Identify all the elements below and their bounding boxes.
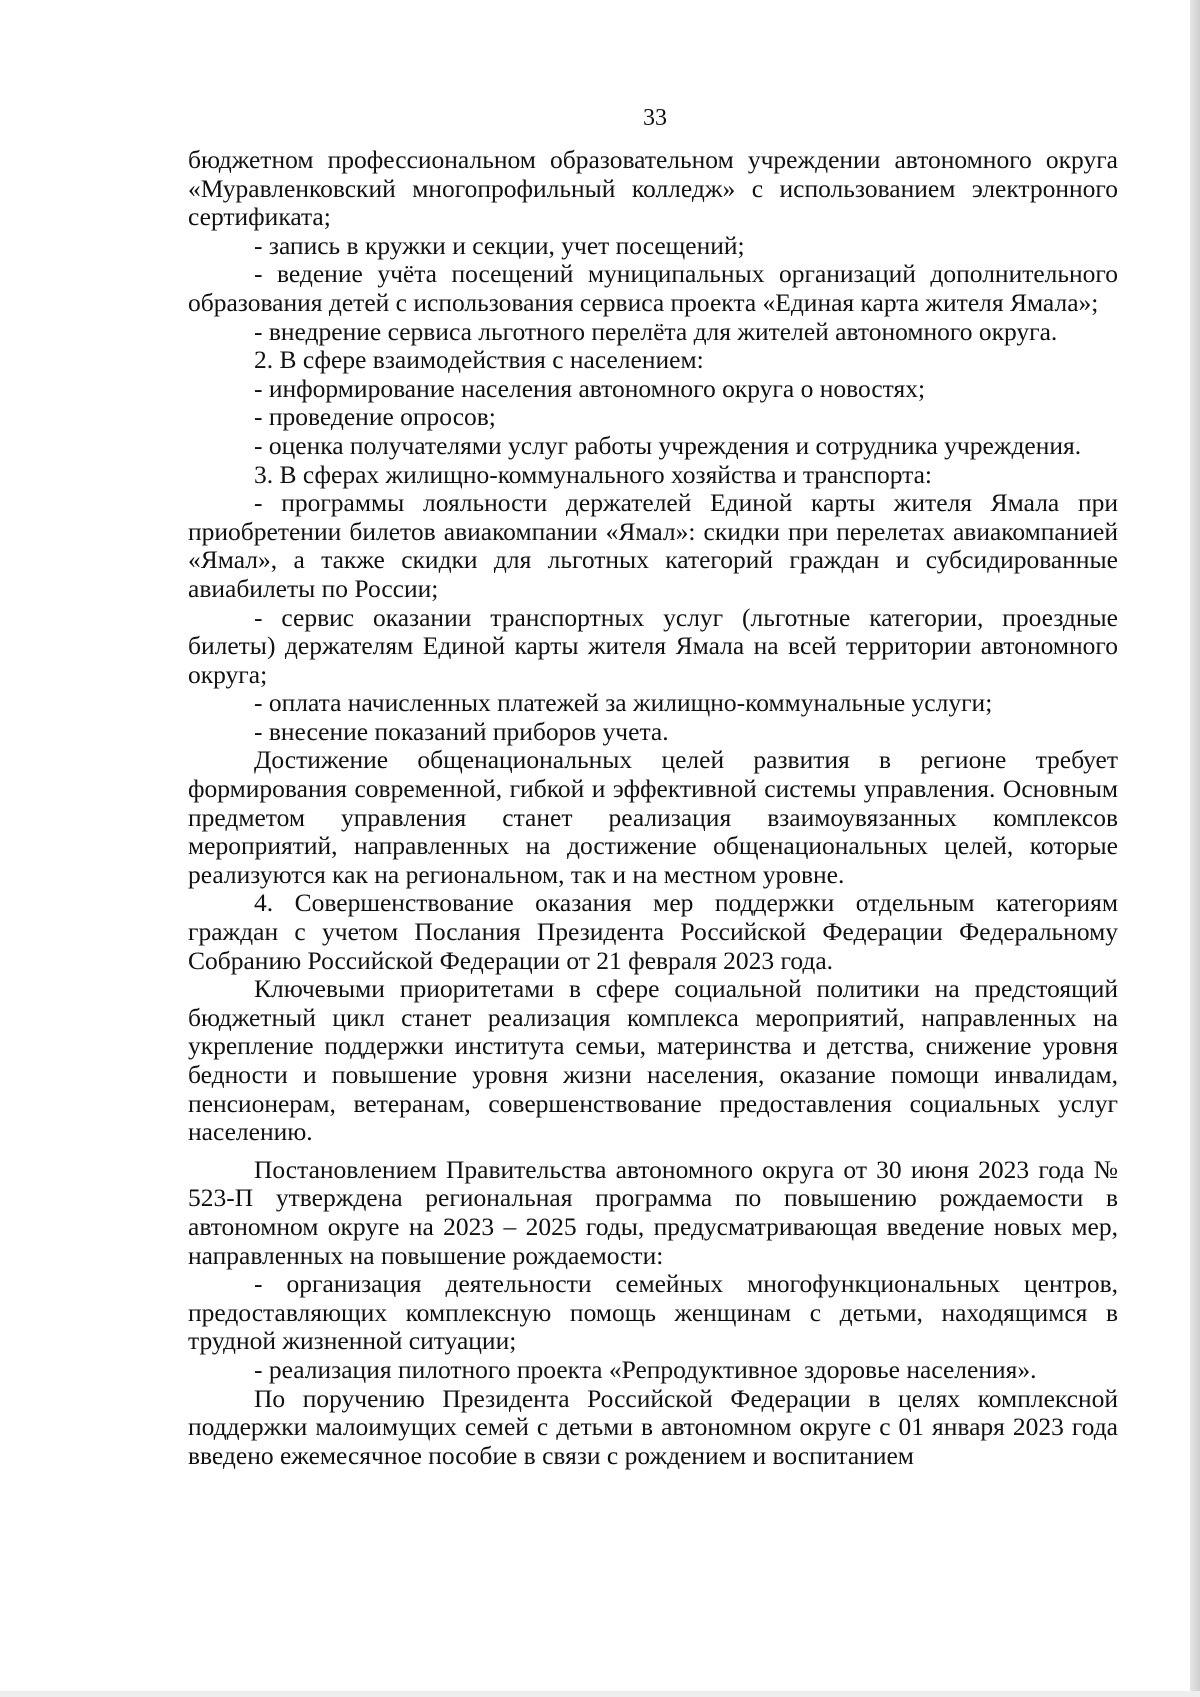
list-item: - информирование населения автономного округа о новостях; — [254, 373, 926, 403]
paragraph: Постановлением Правительства автономного округа от 30 июня 2023 года № 523-П утверждена региональная программа по повышению рождаемости в автономном округе на 2023 – 2025 годы, предусматривающая введение новых мер, направленных на повышение рождаемости: — [188, 1154, 1118, 1270]
page-bottom-edge — [0, 1691, 1200, 1697]
page-edge — [1190, 0, 1200, 1697]
paragraph: Ключевыми приоритетами в сфере социальной политики на предстоящий бюджетный цикл станет реализация комплекса мероприятий, направленных на укрепление поддержки института семьи, материнства и детства, снижение уровня бедности и повышение уровня жизни населения, оказание помощи инвалидам, пенсионерам, ветеранам, совершенствование предоставления социальных услуг населению. — [188, 974, 1118, 1147]
list-item: - оплата начисленных платежей за жилищно-коммунальные услуги; — [254, 688, 993, 718]
list-item: - сервис оказании транспортных услуг (льготные категории, проездные билеты) держателям Единой карты жителя Ямала на всей территории автономного округа; — [188, 602, 1118, 689]
paragraph: По поручению Президента Российской Федерации в целях комплексной поддержки малоимущих семей с детьми в автономном округе с 01 января 2023 года введено ежемесячное пособие в связи с рождением и воспитанием — [188, 1383, 1118, 1470]
list-item: - проведение опросов; — [254, 402, 496, 432]
page-number: 33 — [643, 105, 667, 131]
list-item: - программы лояльности держателей Единой карты жителя Ямала при приобретении билетов авиакомпании «Ямал»: скидки при перелетах авиакомпанией «Ямал», а также скидки для льготных категорий граждан и субсидированные авиабилеты по России; — [188, 488, 1118, 603]
section-heading: 4. Совершенствование оказания мер поддержки отдельным категориям граждан с учетом Послания Президента Российской Федерации Федеральному Собранию Российской Федерации от 21 февраля 2023 года. — [188, 888, 1118, 975]
list-item: - реализация пилотного проекта «Репродуктивное здоровье населения». — [254, 1354, 1037, 1384]
list-item: - оценка получателями услуг работы учреждения и сотрудника учреждения. — [254, 430, 1082, 460]
section-heading: 3. В сферах жилищно-коммунального хозяйства и транспорта: — [254, 459, 932, 489]
list-item: - внесение показаний приборов учета. — [254, 716, 669, 746]
section-heading: 2. В сфере взаимодействия с населением: — [254, 345, 704, 375]
paragraph: Достижение общенациональных целей развития в регионе требует формирования современной, гибкой и эффективной системы управления. Основным предметом управления станет реализация взаимоувязанных комплексов мероприятий, направленных на достижение общенациональных целей, которые реализуются как на региональном, так и на местном уровне. — [188, 745, 1118, 889]
document-body — [188, 146, 1118, 1470]
list-item: - внедрение сервиса льготного перелёта для жителей автономного округа. — [254, 316, 1058, 346]
list-item: - ведение учёта посещений муниципальных организаций дополнительного образования детей с использования сервиса проекта «Единая карта жителя Ямала»; — [188, 259, 1118, 317]
list-item: - организация деятельности семейных многофункциональных центров, предоставляющих комплексную помощь женщинам с детьми, находящимся в трудной жизненной ситуации; — [188, 1269, 1118, 1356]
list-item: - запись в кружки и секции, учет посещений; — [254, 230, 745, 260]
paragraph: бюджетном профессиональном образовательном учреждении автономного округа «Муравленковский многопрофильный колледж» с использованием электронного сертификата; — [188, 145, 1118, 232]
